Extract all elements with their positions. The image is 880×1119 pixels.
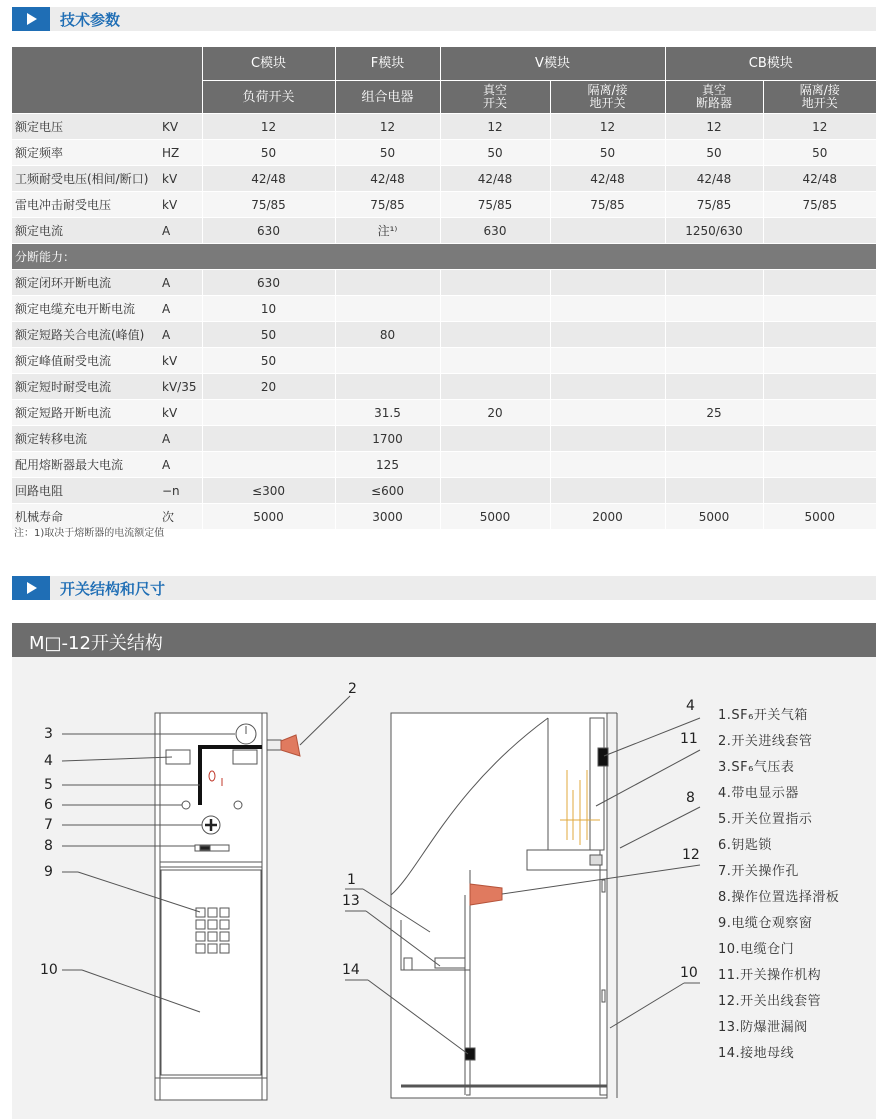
param-value: 12: [335, 114, 440, 140]
param-unit: HZ: [162, 140, 202, 166]
callout-number: 5: [44, 777, 53, 793]
param-value: ≤600: [335, 478, 440, 504]
param-unit: kV: [162, 400, 202, 426]
param-unit: kV: [162, 348, 202, 374]
callout-number: 7: [44, 817, 53, 833]
param-name: 雷电冲击耐受电压: [12, 192, 162, 218]
group-header: F模块: [335, 47, 440, 81]
param-value: 5000: [763, 504, 876, 530]
param-name: 额定电流: [12, 218, 162, 244]
param-value: 5000: [665, 504, 763, 530]
param-value: 12: [763, 114, 876, 140]
param-unit: kV: [162, 192, 202, 218]
param-value: 75/85: [550, 192, 665, 218]
callout-number: 2: [348, 681, 357, 697]
param-unit: A: [162, 322, 202, 348]
param-value: 50: [550, 140, 665, 166]
section-title: 技术参数: [60, 11, 121, 29]
param-unit: kV: [162, 166, 202, 192]
sub-header: 隔离/接 地开关: [763, 81, 876, 114]
param-value: 12: [202, 114, 335, 140]
callout-number: 12: [682, 847, 700, 863]
param-value: 10: [202, 296, 335, 322]
group-header: C模块: [202, 47, 335, 81]
legend-item: 8.操作位置选择滑板: [718, 890, 840, 905]
param-unit: A: [162, 426, 202, 452]
param-name: 额定峰值耐受电流: [12, 348, 162, 374]
callout-number: 13: [342, 893, 360, 909]
param-unit: A: [162, 296, 202, 322]
legend-item: 10.电缆仓门: [718, 942, 795, 957]
param-unit: A: [162, 270, 202, 296]
param-value: 50: [202, 322, 335, 348]
param-value: 注¹⁾: [335, 218, 440, 244]
param-value: 630: [202, 270, 335, 296]
param-name: 额定电缆充电开断电流: [12, 296, 162, 322]
param-value: 42/48: [335, 166, 440, 192]
param-value: 75/85: [665, 192, 763, 218]
callout-number: 11: [680, 731, 698, 747]
legend-item: 2.开关进线套管: [718, 734, 813, 749]
param-value: 3000: [335, 504, 440, 530]
param-name: 额定短时耐受电流: [12, 374, 162, 400]
param-value: 75/85: [335, 192, 440, 218]
callout-number: 4: [686, 698, 695, 714]
callout-number: 8: [44, 838, 53, 854]
param-name: 机械寿命: [12, 504, 162, 530]
legend-item: 11.开关操作机构: [718, 968, 822, 983]
legend-item: 1.SF₆开关气箱: [718, 708, 808, 723]
param-value: 125: [335, 452, 440, 478]
earth-bar: [465, 1048, 475, 1060]
param-value: 50: [665, 140, 763, 166]
param-value: 50: [202, 348, 335, 374]
live-indicator-side: [598, 748, 608, 766]
callout-number: 8: [686, 790, 695, 806]
param-value: ≤300: [202, 478, 335, 504]
param-value: 1700: [335, 426, 440, 452]
param-unit: A: [162, 218, 202, 244]
param-name: 额定闭环开断电流: [12, 270, 162, 296]
callout-number: 10: [40, 962, 58, 978]
structure-title: M□-12开关结构: [29, 633, 163, 654]
callout-number: 14: [342, 962, 360, 978]
callout-number: 3: [44, 726, 53, 742]
legend-item: 12.开关出线套管: [718, 994, 822, 1009]
param-name: 额定电压: [12, 114, 162, 140]
param-value: 20: [440, 400, 550, 426]
component-legend: [718, 706, 878, 1070]
param-value: 75/85: [440, 192, 550, 218]
param-value: 12: [665, 114, 763, 140]
param-value: 42/48: [763, 166, 876, 192]
legend-item: 3.SF₆气压表: [718, 760, 795, 775]
legend-item: 13.防爆泄漏阀: [718, 1020, 808, 1035]
param-value: 80: [335, 322, 440, 348]
param-name: 配用熔断器最大电流: [12, 452, 162, 478]
param-unit: 次: [162, 504, 202, 530]
param-value: 50: [440, 140, 550, 166]
param-value: 5000: [202, 504, 335, 530]
incoming-bushing: [281, 735, 300, 756]
legend-item: 7.开关操作孔: [718, 864, 799, 879]
sub-header: 隔离/接 地开关: [550, 81, 665, 114]
param-value: 12: [550, 114, 665, 140]
group-header: V模块: [440, 47, 665, 81]
param-value: 42/48: [202, 166, 335, 192]
param-value: 75/85: [202, 192, 335, 218]
param-value: 50: [763, 140, 876, 166]
group-header: CB模块: [665, 47, 876, 81]
legend-item: 5.开关位置指示: [718, 812, 813, 827]
param-value: 50: [202, 140, 335, 166]
param-value: 630: [202, 218, 335, 244]
param-value: 2000: [550, 504, 665, 530]
param-name: 工频耐受电压(相间/断口): [12, 166, 162, 192]
side-cabinet-outline: [391, 713, 607, 1098]
param-name: 额定短路开断电流: [12, 400, 162, 426]
section-title: 开关结构和尺寸: [60, 580, 166, 598]
callout-number: 10: [680, 965, 698, 981]
param-value: 31.5: [335, 400, 440, 426]
param-name: 额定频率: [12, 140, 162, 166]
callout-number: 4: [44, 753, 53, 769]
param-value: 42/48: [665, 166, 763, 192]
param-unit: A: [162, 452, 202, 478]
sub-header: 真空 开关: [440, 81, 550, 114]
param-value: 75/85: [763, 192, 876, 218]
subsection-label: 分断能力：: [12, 244, 876, 270]
callout-number: 1: [347, 872, 356, 888]
param-value: 20: [202, 374, 335, 400]
sub-header: 组合电器: [335, 81, 440, 114]
legend-item: 14.接地母线: [718, 1046, 795, 1061]
param-unit: −n: [162, 478, 202, 504]
legend-item: 6.钥匙锁: [718, 838, 772, 853]
param-value: 25: [665, 400, 763, 426]
table-note: 注：1)取决于熔断器的电流额定值: [14, 528, 165, 539]
legend-item: 9.电缆仓观察窗: [718, 916, 813, 931]
legend-item: 4.带电显示器: [718, 786, 799, 801]
callout-number: 9: [44, 864, 53, 880]
param-value: 50: [335, 140, 440, 166]
callout-number: 6: [44, 797, 53, 813]
param-value: 5000: [440, 504, 550, 530]
sub-header: 真空 断路器: [665, 81, 763, 114]
param-value: 1250/630: [665, 218, 763, 244]
param-value: 42/48: [550, 166, 665, 192]
sub-header: 负荷开关: [202, 81, 335, 114]
param-value: 42/48: [440, 166, 550, 192]
param-name: 回路电阻: [12, 478, 162, 504]
param-value: 12: [440, 114, 550, 140]
param-value: 630: [440, 218, 550, 244]
param-name: 额定短路关合电流(峰值): [12, 322, 162, 348]
param-name: 额定转移电流: [12, 426, 162, 452]
param-unit: kV/35: [162, 374, 202, 400]
param-unit: KV: [162, 114, 202, 140]
